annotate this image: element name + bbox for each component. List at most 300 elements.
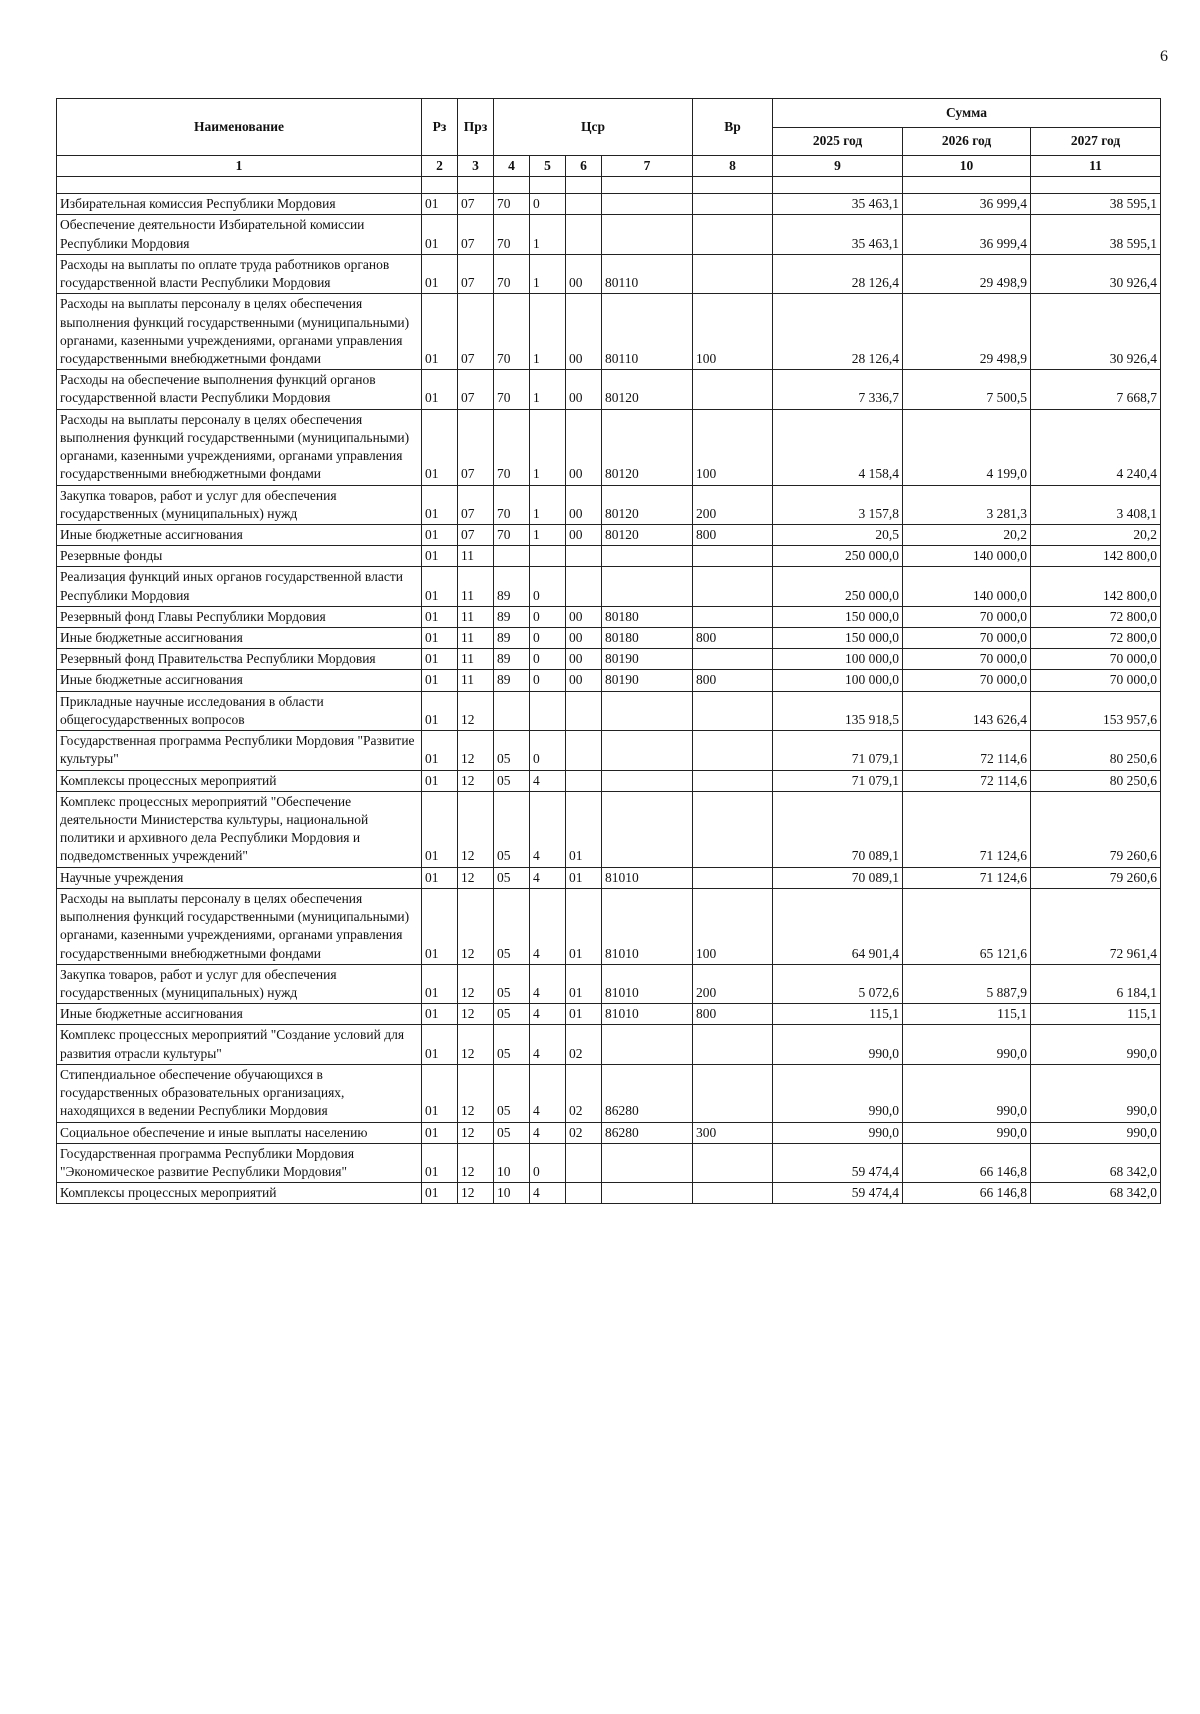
row-sum-2027-cell: 115,1 bbox=[1031, 1004, 1161, 1025]
row-csr-part4-cell: 81010 bbox=[602, 867, 693, 888]
row-csr-part3-cell bbox=[566, 546, 602, 567]
row-csr-part2-cell: 4 bbox=[530, 1122, 566, 1143]
row-name-cell: Комплексы процессных мероприятий bbox=[57, 1183, 422, 1204]
row-sum-2025-cell: 135 918,5 bbox=[773, 691, 903, 730]
column-number: 10 bbox=[903, 156, 1031, 177]
row-rz-cell: 01 bbox=[422, 649, 458, 670]
row-csr-part1-cell: 70 bbox=[494, 254, 530, 293]
row-csr-part3-cell: 01 bbox=[566, 791, 602, 867]
row-vr-cell bbox=[693, 1143, 773, 1182]
row-rz-cell: 01 bbox=[422, 194, 458, 215]
row-csr-part3-cell: 01 bbox=[566, 1004, 602, 1025]
row-rz-cell: 01 bbox=[422, 524, 458, 545]
row-sum-2025-cell: 71 079,1 bbox=[773, 731, 903, 770]
row-sum-2025-cell: 59 474,4 bbox=[773, 1143, 903, 1182]
table-row bbox=[57, 1143, 1161, 1182]
row-csr-part3-cell bbox=[566, 731, 602, 770]
row-csr-part2-cell: 0 bbox=[530, 194, 566, 215]
row-csr-part2-cell: 4 bbox=[530, 1183, 566, 1204]
row-csr-part1-cell: 89 bbox=[494, 670, 530, 691]
row-sum-2025-cell: 100 000,0 bbox=[773, 670, 903, 691]
row-vr-cell: 100 bbox=[693, 294, 773, 370]
table-row bbox=[57, 606, 1161, 627]
header-sum: Сумма bbox=[773, 99, 1161, 128]
row-vr-cell: 800 bbox=[693, 1004, 773, 1025]
row-vr-cell bbox=[693, 567, 773, 606]
row-vr-cell bbox=[693, 731, 773, 770]
row-name-cell: Резервный фонд Правительства Республики Мордовия bbox=[57, 649, 422, 670]
row-rz-cell: 01 bbox=[422, 791, 458, 867]
header-name: Наименование bbox=[57, 99, 422, 156]
row-csr-part1-cell: 05 bbox=[494, 731, 530, 770]
row-csr-part4-cell: 80120 bbox=[602, 485, 693, 524]
row-csr-part1-cell: 70 bbox=[494, 485, 530, 524]
row-sum-2027-cell: 20,2 bbox=[1031, 524, 1161, 545]
spacer-cell bbox=[57, 177, 422, 194]
row-sum-2026-cell: 72 114,6 bbox=[903, 731, 1031, 770]
row-csr-part2-cell: 1 bbox=[530, 485, 566, 524]
table-row bbox=[57, 409, 1161, 485]
table-header bbox=[57, 99, 1161, 177]
row-csr-part4-cell: 80120 bbox=[602, 370, 693, 409]
row-csr-part1-cell: 05 bbox=[494, 888, 530, 964]
row-rz-cell: 01 bbox=[422, 546, 458, 567]
row-name-cell: Государственная программа Республики Мордовия "Развитие культуры" bbox=[57, 731, 422, 770]
row-sum-2026-cell: 36 999,4 bbox=[903, 194, 1031, 215]
row-name-cell: Государственная программа Республики Мордовия "Экономическое развитие Республики Мордовия" bbox=[57, 1143, 422, 1182]
row-prz-cell: 07 bbox=[458, 294, 494, 370]
row-name-cell: Научные учреждения bbox=[57, 867, 422, 888]
row-sum-2027-cell: 4 240,4 bbox=[1031, 409, 1161, 485]
row-csr-part1-cell: 70 bbox=[494, 370, 530, 409]
row-prz-cell: 11 bbox=[458, 628, 494, 649]
row-sum-2026-cell: 71 124,6 bbox=[903, 867, 1031, 888]
row-csr-part3-cell: 00 bbox=[566, 649, 602, 670]
row-csr-part3-cell: 00 bbox=[566, 254, 602, 293]
row-csr-part3-cell: 02 bbox=[566, 1025, 602, 1064]
row-name-cell: Комплекс процессных мероприятий "Обеспечение деятельности Министерства культуры, национальной политики и архивного дела Республики Мордовия и подведомственных учреждений" bbox=[57, 791, 422, 867]
row-csr-part3-cell: 01 bbox=[566, 888, 602, 964]
row-csr-part4-cell bbox=[602, 791, 693, 867]
column-number: 1 bbox=[57, 156, 422, 177]
row-sum-2027-cell: 142 800,0 bbox=[1031, 546, 1161, 567]
row-csr-part1-cell: 10 bbox=[494, 1143, 530, 1182]
row-csr-part3-cell bbox=[566, 1183, 602, 1204]
row-sum-2025-cell: 59 474,4 bbox=[773, 1183, 903, 1204]
row-sum-2027-cell: 7 668,7 bbox=[1031, 370, 1161, 409]
row-csr-part1-cell bbox=[494, 691, 530, 730]
table-row bbox=[57, 1183, 1161, 1204]
row-sum-2025-cell: 70 089,1 bbox=[773, 867, 903, 888]
row-sum-2027-cell: 38 595,1 bbox=[1031, 194, 1161, 215]
row-rz-cell: 01 bbox=[422, 670, 458, 691]
row-sum-2026-cell: 990,0 bbox=[903, 1064, 1031, 1122]
row-sum-2027-cell: 68 342,0 bbox=[1031, 1143, 1161, 1182]
row-prz-cell: 07 bbox=[458, 194, 494, 215]
row-prz-cell: 12 bbox=[458, 1143, 494, 1182]
row-csr-part2-cell: 0 bbox=[530, 606, 566, 627]
row-csr-part1-cell: 89 bbox=[494, 649, 530, 670]
row-vr-cell: 300 bbox=[693, 1122, 773, 1143]
row-prz-cell: 07 bbox=[458, 370, 494, 409]
row-csr-part3-cell bbox=[566, 567, 602, 606]
row-prz-cell: 12 bbox=[458, 1025, 494, 1064]
spacer-cell bbox=[903, 177, 1031, 194]
row-name-cell: Расходы на выплаты персоналу в целях обеспечения выполнения функций государственными (муниципальными) органами, казенными учреждениями, органами управления государственными внебюджетными фондами bbox=[57, 888, 422, 964]
row-sum-2025-cell: 28 126,4 bbox=[773, 254, 903, 293]
row-csr-part2-cell: 0 bbox=[530, 567, 566, 606]
row-sum-2027-cell: 72 961,4 bbox=[1031, 888, 1161, 964]
row-vr-cell bbox=[693, 649, 773, 670]
row-sum-2027-cell: 3 408,1 bbox=[1031, 485, 1161, 524]
row-name-cell: Прикладные научные исследования в области общегосударственных вопросов bbox=[57, 691, 422, 730]
row-sum-2026-cell: 140 000,0 bbox=[903, 546, 1031, 567]
row-sum-2026-cell: 3 281,3 bbox=[903, 485, 1031, 524]
row-prz-cell: 11 bbox=[458, 606, 494, 627]
row-sum-2025-cell: 115,1 bbox=[773, 1004, 903, 1025]
spacer-cell bbox=[494, 177, 530, 194]
row-csr-part1-cell: 05 bbox=[494, 1025, 530, 1064]
row-vr-cell bbox=[693, 606, 773, 627]
row-vr-cell bbox=[693, 1064, 773, 1122]
row-vr-cell: 100 bbox=[693, 409, 773, 485]
row-sum-2025-cell: 71 079,1 bbox=[773, 770, 903, 791]
row-csr-part4-cell bbox=[602, 1025, 693, 1064]
row-csr-part2-cell: 4 bbox=[530, 1004, 566, 1025]
header-year-2027: 2027 год bbox=[1031, 127, 1161, 156]
row-prz-cell: 12 bbox=[458, 1122, 494, 1143]
row-csr-part3-cell bbox=[566, 194, 602, 215]
header-rz: Рз bbox=[422, 99, 458, 156]
row-csr-part3-cell: 00 bbox=[566, 524, 602, 545]
row-vr-cell: 200 bbox=[693, 485, 773, 524]
table-row bbox=[57, 964, 1161, 1003]
row-sum-2026-cell: 990,0 bbox=[903, 1025, 1031, 1064]
row-sum-2026-cell: 70 000,0 bbox=[903, 670, 1031, 691]
row-sum-2025-cell: 990,0 bbox=[773, 1025, 903, 1064]
row-prz-cell: 07 bbox=[458, 254, 494, 293]
table-row bbox=[57, 370, 1161, 409]
row-vr-cell bbox=[693, 691, 773, 730]
table-row bbox=[57, 546, 1161, 567]
row-prz-cell: 12 bbox=[458, 1004, 494, 1025]
column-number: 4 bbox=[494, 156, 530, 177]
row-name-cell: Иные бюджетные ассигнования bbox=[57, 524, 422, 545]
column-number: 11 bbox=[1031, 156, 1161, 177]
row-csr-part1-cell: 70 bbox=[494, 409, 530, 485]
table-row bbox=[57, 649, 1161, 670]
row-csr-part2-cell: 0 bbox=[530, 628, 566, 649]
row-sum-2026-cell: 36 999,4 bbox=[903, 215, 1031, 254]
row-prz-cell: 07 bbox=[458, 524, 494, 545]
row-csr-part4-cell bbox=[602, 567, 693, 606]
row-name-cell: Иные бюджетные ассигнования bbox=[57, 670, 422, 691]
row-sum-2025-cell: 35 463,1 bbox=[773, 215, 903, 254]
row-sum-2027-cell: 72 800,0 bbox=[1031, 606, 1161, 627]
row-rz-cell: 01 bbox=[422, 409, 458, 485]
row-name-cell: Реализация функций иных органов государственной власти Республики Мордовия bbox=[57, 567, 422, 606]
row-sum-2026-cell: 990,0 bbox=[903, 1122, 1031, 1143]
row-name-cell: Иные бюджетные ассигнования bbox=[57, 1004, 422, 1025]
row-csr-part4-cell: 80120 bbox=[602, 524, 693, 545]
header-year-2026: 2026 год bbox=[903, 127, 1031, 156]
row-rz-cell: 01 bbox=[422, 294, 458, 370]
row-csr-part3-cell: 02 bbox=[566, 1122, 602, 1143]
table-row bbox=[57, 691, 1161, 730]
header-csr: Цср bbox=[494, 99, 693, 156]
row-rz-cell: 01 bbox=[422, 1004, 458, 1025]
row-csr-part4-cell bbox=[602, 770, 693, 791]
spacer-cell bbox=[1031, 177, 1161, 194]
row-sum-2027-cell: 70 000,0 bbox=[1031, 670, 1161, 691]
row-prz-cell: 12 bbox=[458, 867, 494, 888]
row-csr-part3-cell: 00 bbox=[566, 606, 602, 627]
row-name-cell: Закупка товаров, работ и услуг для обеспечения государственных (муниципальных) нужд bbox=[57, 964, 422, 1003]
row-csr-part2-cell bbox=[530, 546, 566, 567]
row-sum-2025-cell: 3 157,8 bbox=[773, 485, 903, 524]
table-row bbox=[57, 791, 1161, 867]
column-number: 5 bbox=[530, 156, 566, 177]
row-sum-2025-cell: 150 000,0 bbox=[773, 628, 903, 649]
table-row bbox=[57, 628, 1161, 649]
row-sum-2026-cell: 72 114,6 bbox=[903, 770, 1031, 791]
row-prz-cell: 07 bbox=[458, 485, 494, 524]
row-csr-part1-cell: 05 bbox=[494, 1004, 530, 1025]
table-row bbox=[57, 867, 1161, 888]
row-prz-cell: 12 bbox=[458, 964, 494, 1003]
row-name-cell: Резервный фонд Главы Республики Мордовия bbox=[57, 606, 422, 627]
table-row bbox=[57, 1004, 1161, 1025]
row-sum-2027-cell: 80 250,6 bbox=[1031, 770, 1161, 791]
row-csr-part4-cell: 80190 bbox=[602, 670, 693, 691]
table-row bbox=[57, 524, 1161, 545]
row-sum-2027-cell: 990,0 bbox=[1031, 1122, 1161, 1143]
table-row bbox=[57, 888, 1161, 964]
row-csr-part4-cell: 80110 bbox=[602, 294, 693, 370]
column-number-row bbox=[57, 156, 1161, 177]
row-sum-2026-cell: 7 500,5 bbox=[903, 370, 1031, 409]
row-csr-part4-cell: 80180 bbox=[602, 628, 693, 649]
row-rz-cell: 01 bbox=[422, 628, 458, 649]
row-name-cell: Иные бюджетные ассигнования bbox=[57, 628, 422, 649]
row-vr-cell bbox=[693, 867, 773, 888]
row-name-cell: Расходы на обеспечение выполнения функций органов государственной власти Республики Мордовия bbox=[57, 370, 422, 409]
row-rz-cell: 01 bbox=[422, 867, 458, 888]
row-rz-cell: 01 bbox=[422, 567, 458, 606]
row-csr-part1-cell: 89 bbox=[494, 606, 530, 627]
row-rz-cell: 01 bbox=[422, 1025, 458, 1064]
table-row bbox=[57, 770, 1161, 791]
row-csr-part1-cell bbox=[494, 546, 530, 567]
row-csr-part2-cell: 4 bbox=[530, 888, 566, 964]
row-sum-2025-cell: 64 901,4 bbox=[773, 888, 903, 964]
row-sum-2027-cell: 72 800,0 bbox=[1031, 628, 1161, 649]
row-sum-2025-cell: 4 158,4 bbox=[773, 409, 903, 485]
row-name-cell: Обеспечение деятельности Избирательной комиссии Республики Мордовия bbox=[57, 215, 422, 254]
table-row bbox=[57, 567, 1161, 606]
spacer-cell bbox=[773, 177, 903, 194]
row-sum-2027-cell: 79 260,6 bbox=[1031, 791, 1161, 867]
row-vr-cell bbox=[693, 194, 773, 215]
column-number: 6 bbox=[566, 156, 602, 177]
row-rz-cell: 01 bbox=[422, 485, 458, 524]
row-csr-part4-cell: 80120 bbox=[602, 409, 693, 485]
row-csr-part2-cell: 1 bbox=[530, 524, 566, 545]
page-number: 6 bbox=[1160, 48, 1168, 65]
row-sum-2027-cell: 79 260,6 bbox=[1031, 867, 1161, 888]
column-number: 2 bbox=[422, 156, 458, 177]
row-sum-2025-cell: 990,0 bbox=[773, 1064, 903, 1122]
row-csr-part2-cell: 4 bbox=[530, 1025, 566, 1064]
row-csr-part4-cell bbox=[602, 731, 693, 770]
row-name-cell: Избирательная комиссия Республики Мордовия bbox=[57, 194, 422, 215]
row-name-cell: Расходы на выплаты персоналу в целях обеспечения выполнения функций государственными (муниципальными) органами, казенными учреждениями, органами управления государственными внебюджетными фондами bbox=[57, 294, 422, 370]
row-sum-2026-cell: 70 000,0 bbox=[903, 649, 1031, 670]
row-vr-cell bbox=[693, 254, 773, 293]
row-vr-cell bbox=[693, 546, 773, 567]
row-csr-part1-cell: 05 bbox=[494, 791, 530, 867]
row-rz-cell: 01 bbox=[422, 731, 458, 770]
row-sum-2026-cell: 20,2 bbox=[903, 524, 1031, 545]
row-csr-part2-cell: 4 bbox=[530, 770, 566, 791]
spacer-cell bbox=[458, 177, 494, 194]
row-sum-2025-cell: 7 336,7 bbox=[773, 370, 903, 409]
row-csr-part3-cell: 00 bbox=[566, 485, 602, 524]
row-csr-part4-cell: 80180 bbox=[602, 606, 693, 627]
budget-table bbox=[56, 98, 1161, 1204]
row-csr-part4-cell bbox=[602, 194, 693, 215]
row-sum-2026-cell: 66 146,8 bbox=[903, 1143, 1031, 1182]
row-sum-2027-cell: 68 342,0 bbox=[1031, 1183, 1161, 1204]
row-name-cell: Расходы на выплаты по оплате труда работников органов государственной власти Республики Мордовия bbox=[57, 254, 422, 293]
row-sum-2027-cell: 142 800,0 bbox=[1031, 567, 1161, 606]
row-csr-part2-cell: 1 bbox=[530, 409, 566, 485]
row-rz-cell: 01 bbox=[422, 770, 458, 791]
row-sum-2026-cell: 65 121,6 bbox=[903, 888, 1031, 964]
row-vr-cell: 100 bbox=[693, 888, 773, 964]
row-sum-2025-cell: 70 089,1 bbox=[773, 791, 903, 867]
row-csr-part1-cell: 70 bbox=[494, 215, 530, 254]
row-rz-cell: 01 bbox=[422, 1122, 458, 1143]
header-vr: Вр bbox=[693, 99, 773, 156]
row-sum-2026-cell: 71 124,6 bbox=[903, 791, 1031, 867]
row-csr-part4-cell: 80110 bbox=[602, 254, 693, 293]
table-row bbox=[57, 485, 1161, 524]
row-csr-part2-cell: 1 bbox=[530, 215, 566, 254]
row-csr-part1-cell: 05 bbox=[494, 1122, 530, 1143]
row-prz-cell: 11 bbox=[458, 546, 494, 567]
row-csr-part1-cell: 05 bbox=[494, 964, 530, 1003]
row-csr-part4-cell: 86280 bbox=[602, 1122, 693, 1143]
row-csr-part3-cell: 00 bbox=[566, 370, 602, 409]
row-csr-part2-cell: 1 bbox=[530, 294, 566, 370]
row-csr-part1-cell: 70 bbox=[494, 294, 530, 370]
row-rz-cell: 01 bbox=[422, 215, 458, 254]
row-rz-cell: 01 bbox=[422, 606, 458, 627]
row-csr-part1-cell: 89 bbox=[494, 567, 530, 606]
row-csr-part2-cell: 0 bbox=[530, 731, 566, 770]
row-csr-part1-cell: 05 bbox=[494, 867, 530, 888]
spacer-row bbox=[57, 177, 1161, 194]
row-sum-2027-cell: 30 926,4 bbox=[1031, 254, 1161, 293]
row-vr-cell: 800 bbox=[693, 670, 773, 691]
row-prz-cell: 07 bbox=[458, 215, 494, 254]
row-prz-cell: 11 bbox=[458, 670, 494, 691]
row-csr-part2-cell: 4 bbox=[530, 791, 566, 867]
table-row bbox=[57, 1025, 1161, 1064]
row-sum-2026-cell: 29 498,9 bbox=[903, 294, 1031, 370]
row-sum-2025-cell: 990,0 bbox=[773, 1122, 903, 1143]
row-sum-2025-cell: 250 000,0 bbox=[773, 546, 903, 567]
spacer-cell bbox=[566, 177, 602, 194]
table-row bbox=[57, 194, 1161, 215]
row-rz-cell: 01 bbox=[422, 1143, 458, 1182]
row-csr-part1-cell: 05 bbox=[494, 1064, 530, 1122]
header-prz: Прз bbox=[458, 99, 494, 156]
row-csr-part4-cell: 86280 bbox=[602, 1064, 693, 1122]
row-rz-cell: 01 bbox=[422, 254, 458, 293]
table-row bbox=[57, 294, 1161, 370]
row-sum-2025-cell: 20,5 bbox=[773, 524, 903, 545]
spacer-cell bbox=[693, 177, 773, 194]
row-csr-part2-cell: 0 bbox=[530, 649, 566, 670]
row-sum-2027-cell: 70 000,0 bbox=[1031, 649, 1161, 670]
row-sum-2026-cell: 70 000,0 bbox=[903, 606, 1031, 627]
row-rz-cell: 01 bbox=[422, 1183, 458, 1204]
row-sum-2026-cell: 143 626,4 bbox=[903, 691, 1031, 730]
row-csr-part2-cell: 4 bbox=[530, 1064, 566, 1122]
row-sum-2025-cell: 5 072,6 bbox=[773, 964, 903, 1003]
row-vr-cell bbox=[693, 215, 773, 254]
row-sum-2025-cell: 250 000,0 bbox=[773, 567, 903, 606]
table-row bbox=[57, 254, 1161, 293]
row-csr-part4-cell bbox=[602, 1143, 693, 1182]
column-number: 3 bbox=[458, 156, 494, 177]
row-name-cell: Комплекс процессных мероприятий "Создание условий для развития отрасли культуры" bbox=[57, 1025, 422, 1064]
row-prz-cell: 11 bbox=[458, 567, 494, 606]
row-sum-2026-cell: 70 000,0 bbox=[903, 628, 1031, 649]
row-rz-cell: 01 bbox=[422, 1064, 458, 1122]
row-csr-part4-cell: 81010 bbox=[602, 964, 693, 1003]
row-csr-part3-cell bbox=[566, 770, 602, 791]
row-name-cell: Стипендиальное обеспечение обучающихся в государственных образовательных организациях, находящихся в ведении Республики Мордовия bbox=[57, 1064, 422, 1122]
row-csr-part4-cell bbox=[602, 546, 693, 567]
row-vr-cell bbox=[693, 370, 773, 409]
row-sum-2026-cell: 5 887,9 bbox=[903, 964, 1031, 1003]
row-rz-cell: 01 bbox=[422, 888, 458, 964]
spacer-cell bbox=[530, 177, 566, 194]
row-sum-2027-cell: 990,0 bbox=[1031, 1025, 1161, 1064]
row-vr-cell: 800 bbox=[693, 628, 773, 649]
row-prz-cell: 07 bbox=[458, 409, 494, 485]
row-csr-part4-cell: 81010 bbox=[602, 1004, 693, 1025]
spacer-cell bbox=[422, 177, 458, 194]
row-name-cell: Резервные фонды bbox=[57, 546, 422, 567]
row-sum-2027-cell: 80 250,6 bbox=[1031, 731, 1161, 770]
row-vr-cell bbox=[693, 791, 773, 867]
column-number: 8 bbox=[693, 156, 773, 177]
row-sum-2026-cell: 29 498,9 bbox=[903, 254, 1031, 293]
row-sum-2027-cell: 30 926,4 bbox=[1031, 294, 1161, 370]
row-csr-part1-cell: 05 bbox=[494, 770, 530, 791]
row-csr-part2-cell: 1 bbox=[530, 254, 566, 293]
row-vr-cell bbox=[693, 770, 773, 791]
row-csr-part3-cell: 00 bbox=[566, 294, 602, 370]
row-csr-part3-cell: 01 bbox=[566, 867, 602, 888]
row-csr-part1-cell: 70 bbox=[494, 194, 530, 215]
row-csr-part3-cell bbox=[566, 215, 602, 254]
row-name-cell: Социальное обеспечение и иные выплаты населению bbox=[57, 1122, 422, 1143]
